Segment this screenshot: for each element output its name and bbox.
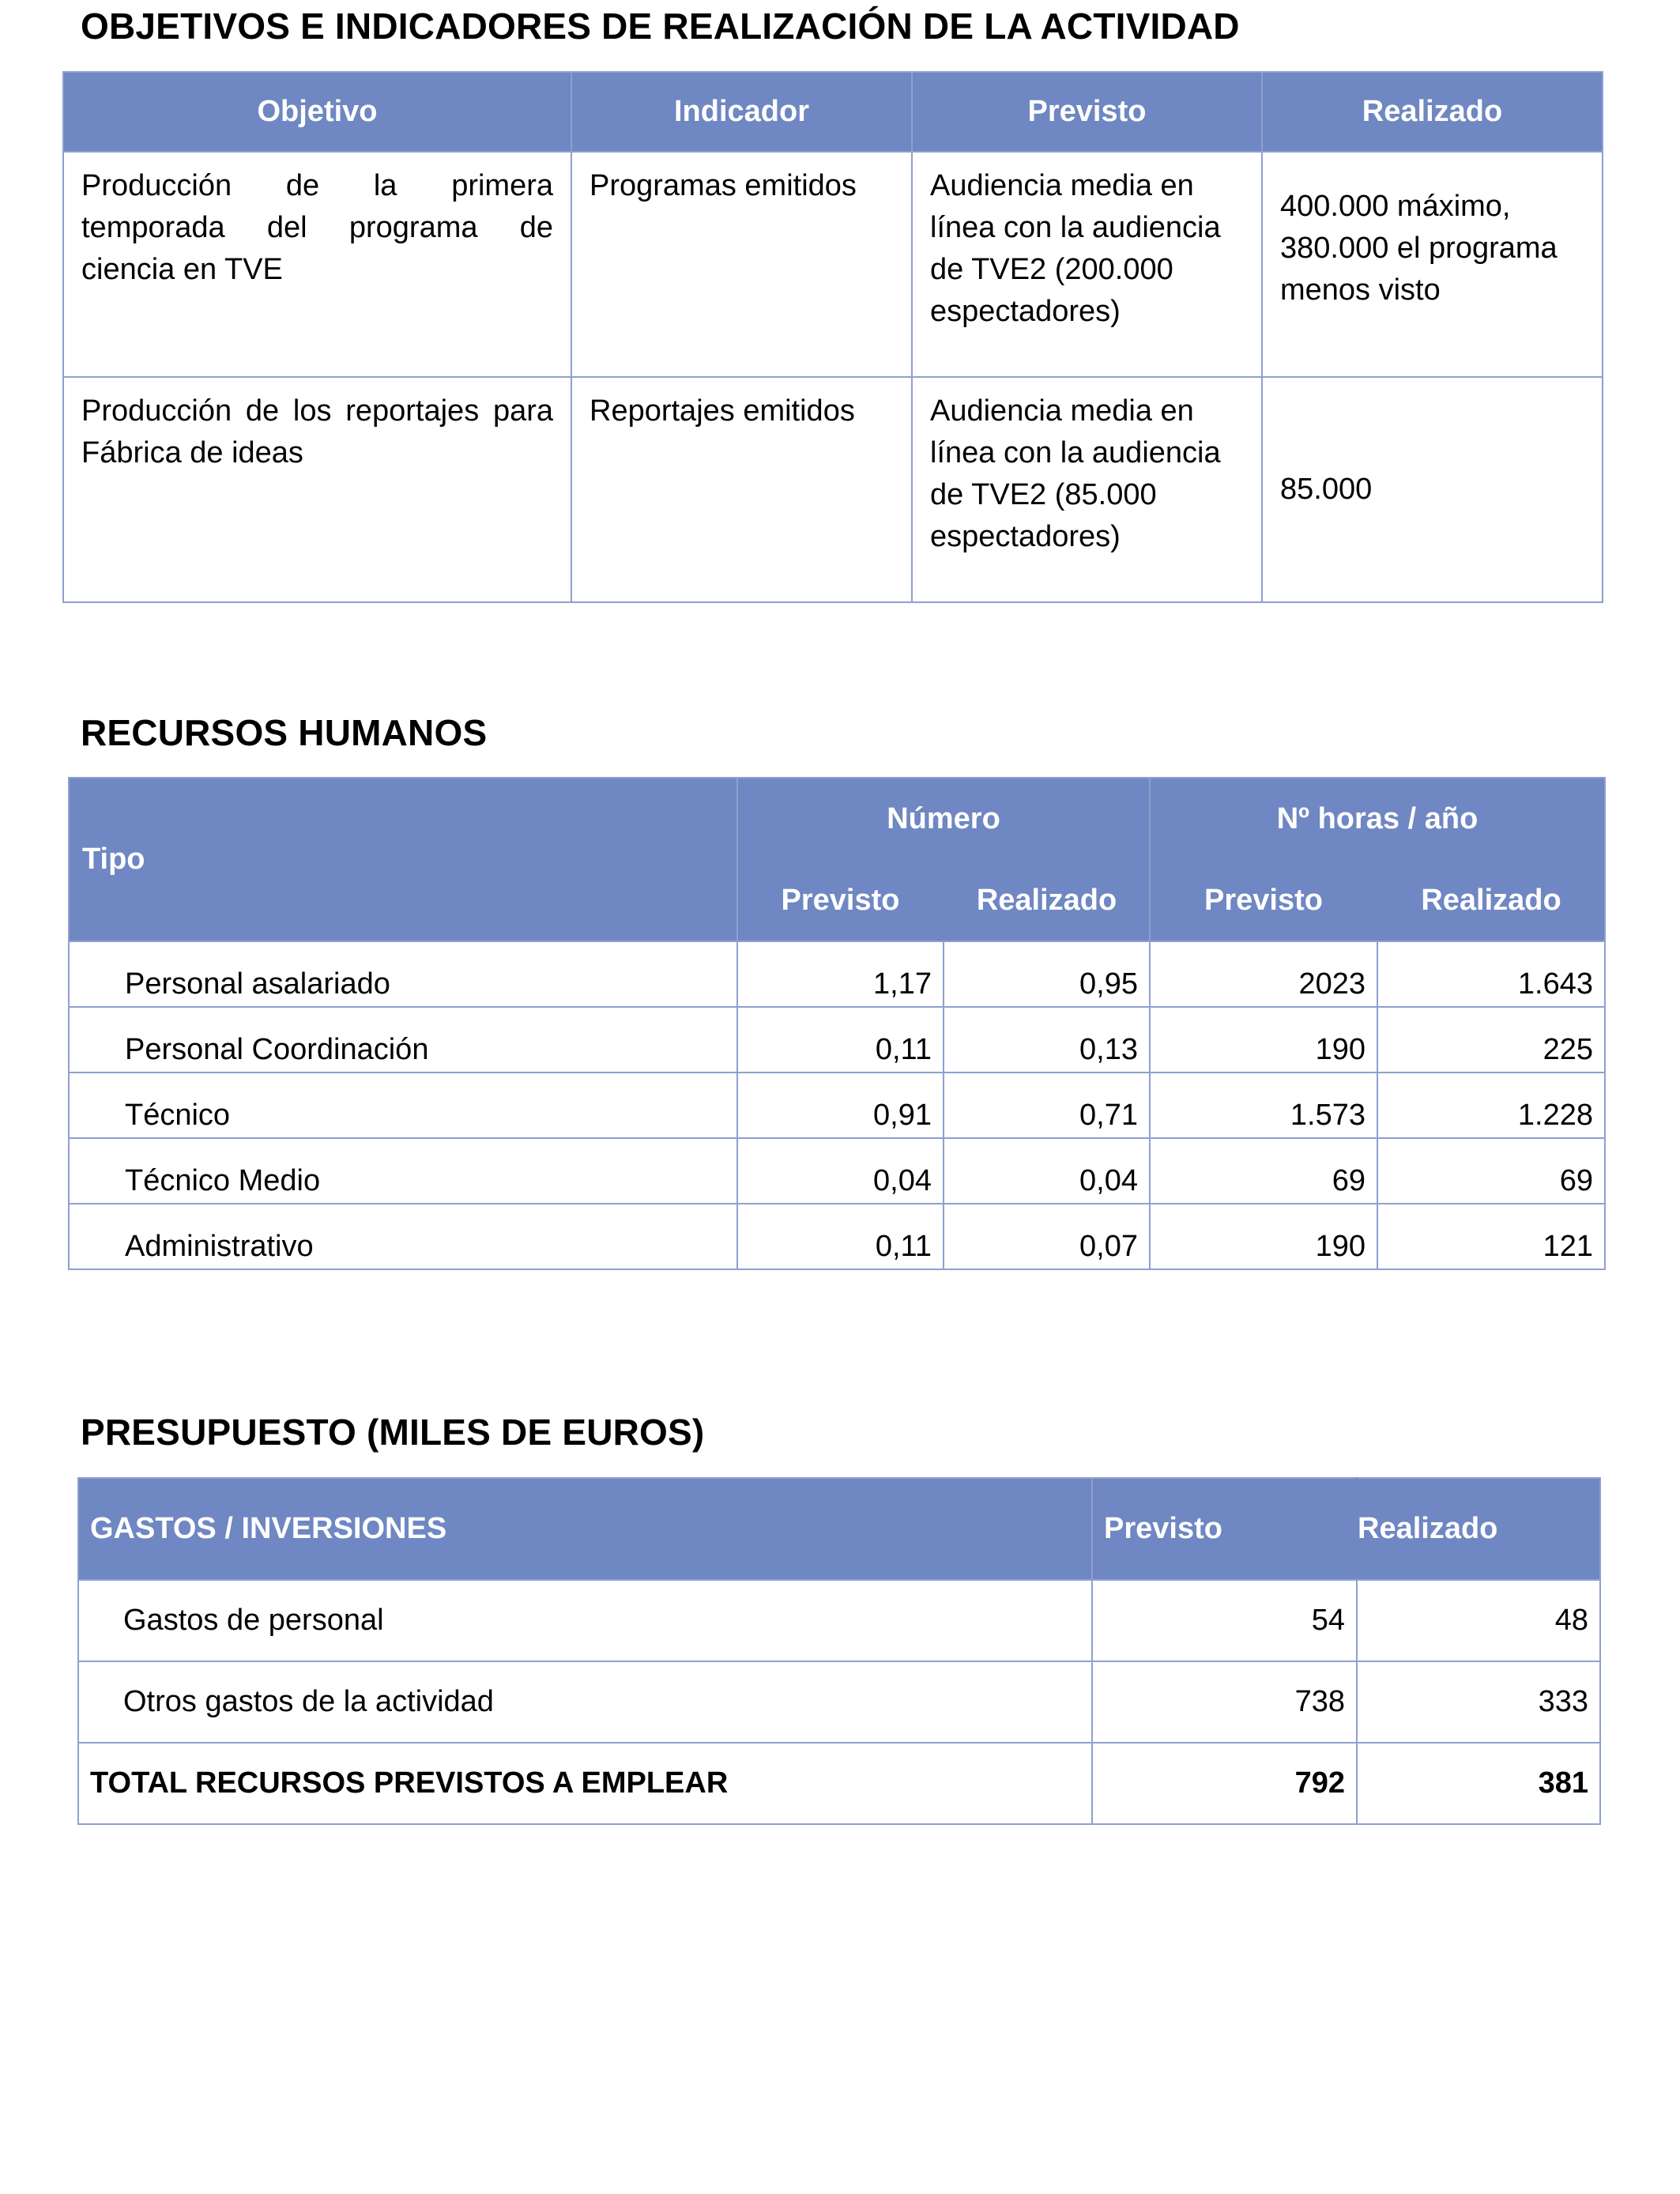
objetivo-cell: Producción de la primera temporada del programa de ciencia en TVE [63, 152, 571, 377]
horas-realizado-cell: 69 [1377, 1138, 1605, 1204]
header-gastos: GASTOS / INVERSIONES [78, 1478, 1092, 1580]
num-realizado-cell: 0,71 [944, 1072, 1150, 1138]
table-row [78, 1580, 1600, 1661]
header-tipo: Tipo [69, 778, 737, 941]
horas-previsto-cell: 190 [1150, 1204, 1377, 1269]
horas-previsto-cell: 2023 [1150, 941, 1377, 1007]
num-previsto-cell: 0,11 [737, 1007, 944, 1072]
tipo-cell: Técnico [69, 1072, 737, 1138]
table-row [63, 152, 1603, 377]
num-previsto-cell: 1,17 [737, 941, 944, 1007]
header-numero: Número [737, 778, 1150, 860]
num-realizado-cell: 0,04 [944, 1138, 1150, 1204]
tipo-cell: Personal asalariado [69, 941, 737, 1007]
header-previsto: Previsto [912, 72, 1262, 152]
tipo-cell: Técnico Medio [69, 1138, 737, 1204]
total-realizado: 381 [1357, 1743, 1600, 1824]
table-row [69, 1072, 1605, 1138]
header-horas: Nº horas / año [1150, 778, 1605, 860]
previsto-cell: Audiencia media en línea con la audiencia de TVE2 (200.000 espectadores) [912, 152, 1262, 377]
objetivos-title: OBJETIVOS E INDICADORES DE REALIZACIÓN DE LA ACTIVIDAD [81, 6, 1240, 47]
previsto-cell: 738 [1092, 1661, 1357, 1743]
recursos-header-row [69, 778, 1605, 860]
objetivo-cell: Producción de los reportajes para Fábrica de ideas [63, 377, 571, 602]
table-row [63, 377, 1603, 602]
realizado-cell: 333 [1357, 1661, 1600, 1743]
realizado-cell: 85.000 [1262, 377, 1603, 602]
presupuesto-header-row [78, 1478, 1600, 1580]
header-realizado: Realizado [1262, 72, 1603, 152]
table-row [69, 1138, 1605, 1204]
previsto-cell: Audiencia media en línea con la audiencia de TVE2 (85.000 espectadores) [912, 377, 1262, 602]
table-row [78, 1661, 1600, 1743]
num-previsto-cell: 0,91 [737, 1072, 944, 1138]
subheader-num-previsto: Previsto [737, 860, 944, 941]
subheader-horas-previsto: Previsto [1150, 860, 1377, 941]
total-row [78, 1743, 1600, 1824]
previsto-cell: 54 [1092, 1580, 1357, 1661]
horas-realizado-cell: 1.228 [1377, 1072, 1605, 1138]
realizado-text: 400.000 máximo, 380.000 el programa menos visto [1280, 190, 1558, 307]
num-realizado-cell: 0,95 [944, 941, 1150, 1007]
table-row [69, 1204, 1605, 1269]
recursos-humanos-table [68, 777, 1606, 1270]
horas-previsto-cell: 69 [1150, 1138, 1377, 1204]
objetivos-header-row [63, 72, 1603, 152]
num-previsto-cell: 0,11 [737, 1204, 944, 1269]
tipo-cell: Administrativo [69, 1204, 737, 1269]
table-row [69, 1007, 1605, 1072]
total-label: TOTAL RECURSOS PREVISTOS A EMPLEAR [78, 1743, 1092, 1824]
concepto-cell: Gastos de personal [78, 1580, 1092, 1661]
table-row [69, 941, 1605, 1007]
indicador-cell: Reportajes emitidos [571, 377, 912, 602]
subheader-num-realizado: Realizado [944, 860, 1150, 941]
realizado-cell [1262, 152, 1603, 377]
indicador-cell: Programas emitidos [571, 152, 912, 377]
num-realizado-cell: 0,13 [944, 1007, 1150, 1072]
header-indicador: Indicador [571, 72, 912, 152]
horas-realizado-cell: 121 [1377, 1204, 1605, 1269]
objetivos-table [62, 71, 1603, 603]
presupuesto-title: PRESUPUESTO (MILES DE EUROS) [81, 1412, 705, 1453]
horas-previsto-cell: 1.573 [1150, 1072, 1377, 1138]
realizado-cell: 48 [1357, 1580, 1600, 1661]
num-realizado-cell: 0,07 [944, 1204, 1150, 1269]
presupuesto-table [77, 1477, 1601, 1825]
horas-realizado-cell: 1.643 [1377, 941, 1605, 1007]
horas-realizado-cell: 225 [1377, 1007, 1605, 1072]
horas-previsto-cell: 190 [1150, 1007, 1377, 1072]
total-previsto: 792 [1092, 1743, 1357, 1824]
tipo-cell: Personal Coordinación [69, 1007, 737, 1072]
num-previsto-cell: 0,04 [737, 1138, 944, 1204]
concepto-cell: Otros gastos de la actividad [78, 1661, 1092, 1743]
header-previsto: Previsto [1092, 1478, 1357, 1580]
recursos-title: RECURSOS HUMANOS [81, 712, 488, 753]
subheader-horas-realizado: Realizado [1377, 860, 1605, 941]
header-realizado: Realizado [1357, 1478, 1600, 1580]
header-objetivo: Objetivo [63, 72, 571, 152]
